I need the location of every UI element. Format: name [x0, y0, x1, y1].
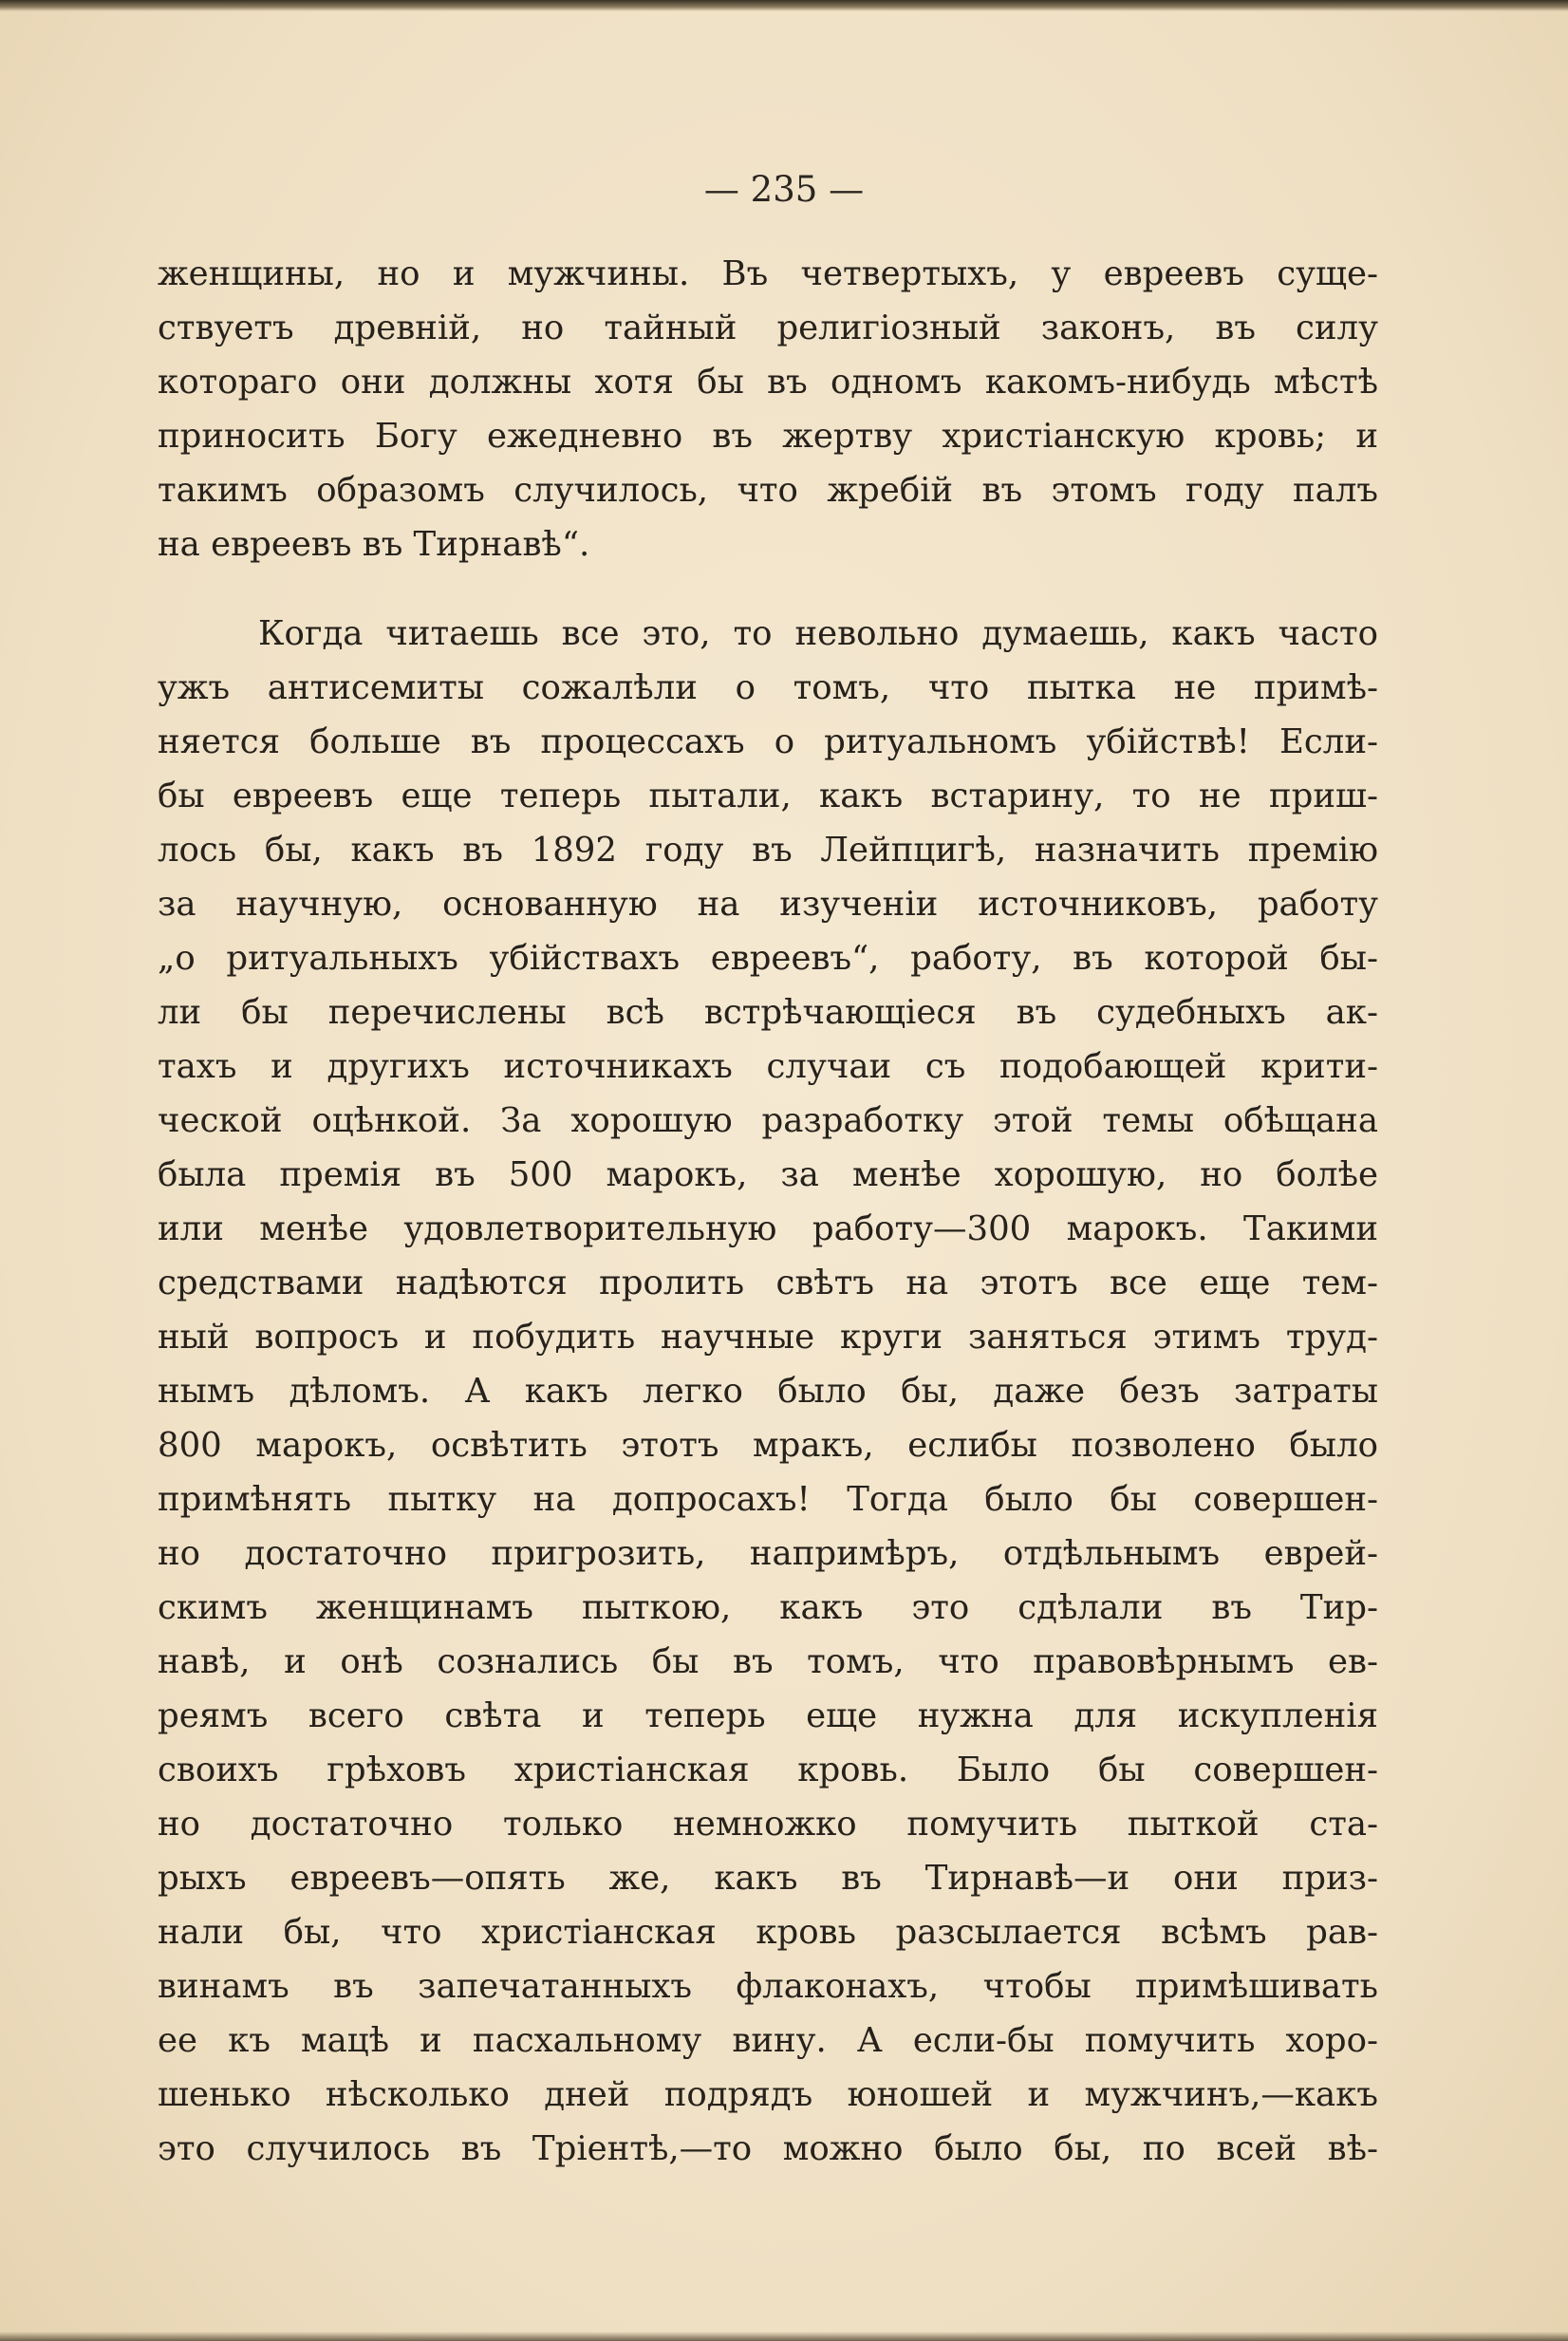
text-line: но достаточно пригрозить, напримѣръ, отдѣльнымъ еврей- — [158, 1534, 1378, 1573]
text-line: ствуетъ древній, но тайный религіозный законъ, въ силу — [158, 309, 1378, 347]
text-line: это случилось въ Тріентѣ,—то можно было бы, по всей вѣ- — [158, 2129, 1378, 2168]
text-line: „о ритуальныхъ убійствахъ евреевъ“, работу, въ которой бы- — [158, 939, 1378, 978]
text-line: за научную, основанную на изученіи источниковъ, работу — [158, 885, 1378, 924]
text-line: шенько нѣсколько дней подрядъ юношей и мужчинъ,—какъ — [158, 2075, 1378, 2114]
text-line: приносить Богу ежедневно въ жертву христіанскую кровь; и — [158, 417, 1378, 456]
text-line: тахъ и другихъ источникахъ случаи съ подобающей крити- — [158, 1047, 1378, 1086]
text-line: на евреевъ въ Тирнавѣ“. — [158, 525, 590, 564]
page-number: — 235 — — [703, 169, 865, 210]
text-line: рыхъ евреевъ—опять же, какъ въ Тирнавѣ—и они приз- — [158, 1859, 1378, 1898]
text-line: винамъ въ запечатанныхъ флаконахъ, чтобы примѣшивать — [158, 1967, 1378, 2006]
text-line: нали бы, что христіанская кровь разсылается всѣмъ рав- — [158, 1913, 1378, 1952]
text-line: примѣнять пытку на допросахъ! Тогда было бы совершен- — [158, 1480, 1378, 1519]
text-line: 800 марокъ, освѣтить этотъ мракъ, еслибы позволено было — [158, 1426, 1378, 1465]
text-line: была премія въ 500 марокъ, за менѣе хорошую, но болѣе — [158, 1155, 1378, 1194]
text-line: женщины, но и мужчины. Въ четвертыхъ, у евреевъ суще- — [158, 254, 1378, 293]
text-line: лось бы, какъ въ 1892 году въ Лейпцигѣ, назначить премію — [158, 831, 1378, 870]
text-line: но достаточно только немножко помучить пыткой ста- — [158, 1805, 1378, 1844]
paragraph-first-line: Когда читаешь все это, то невольно думаешь, какъ часто — [258, 614, 1378, 653]
text-line: такимъ образомъ случилось, что жребій въ этомъ году палъ — [158, 471, 1378, 510]
text-line: своихъ грѣховъ христіанская кровь. Было бы совершен- — [158, 1751, 1378, 1789]
text-line: навѣ, и онѣ сознались бы въ томъ, что правовѣрнымъ ев- — [158, 1642, 1378, 1681]
text-line: средствами надѣются пролить свѣтъ на этотъ все еще тем- — [158, 1264, 1378, 1302]
text-line: или менѣе удовлетворительную работу—300 марокъ. Такими — [158, 1209, 1378, 1248]
text-line: нымъ дѣломъ. А какъ легко было бы, даже безъ затраты — [158, 1372, 1378, 1411]
text-line: ческой оцѣнкой. За хорошую разработку этой темы обѣщана — [158, 1101, 1378, 1140]
text-line: няется больше въ процессахъ о ритуальномъ убійствѣ! Если- — [158, 722, 1378, 761]
text-line: скимъ женщинамъ пыткою, какъ это сдѣлали въ Тир- — [158, 1588, 1378, 1627]
text-line: котораго они должны хотя бы въ одномъ какомъ-нибудь мѣстѣ — [158, 363, 1378, 402]
page-bottom-edge — [0, 2332, 1568, 2341]
text-line: ее къ мацѣ и пасхальному вину. А если-бы помучить хоро- — [158, 2021, 1378, 2060]
text-line: ли бы перечислены всѣ встрѣчающіеся въ судебныхъ ак- — [158, 993, 1378, 1032]
text-line: ный вопросъ и побудить научные круги заняться этимъ труд- — [158, 1318, 1378, 1357]
page-top-edge — [0, 0, 1568, 11]
text-line: бы евреевъ еще теперь пытали, какъ встарину, то не приш- — [158, 777, 1378, 815]
text-line: ужъ антисемиты сожалѣли о томъ, что пытка не примѣ- — [158, 668, 1378, 707]
text-line: реямъ всего свѣта и теперь еще нужна для искупленія — [158, 1696, 1378, 1735]
